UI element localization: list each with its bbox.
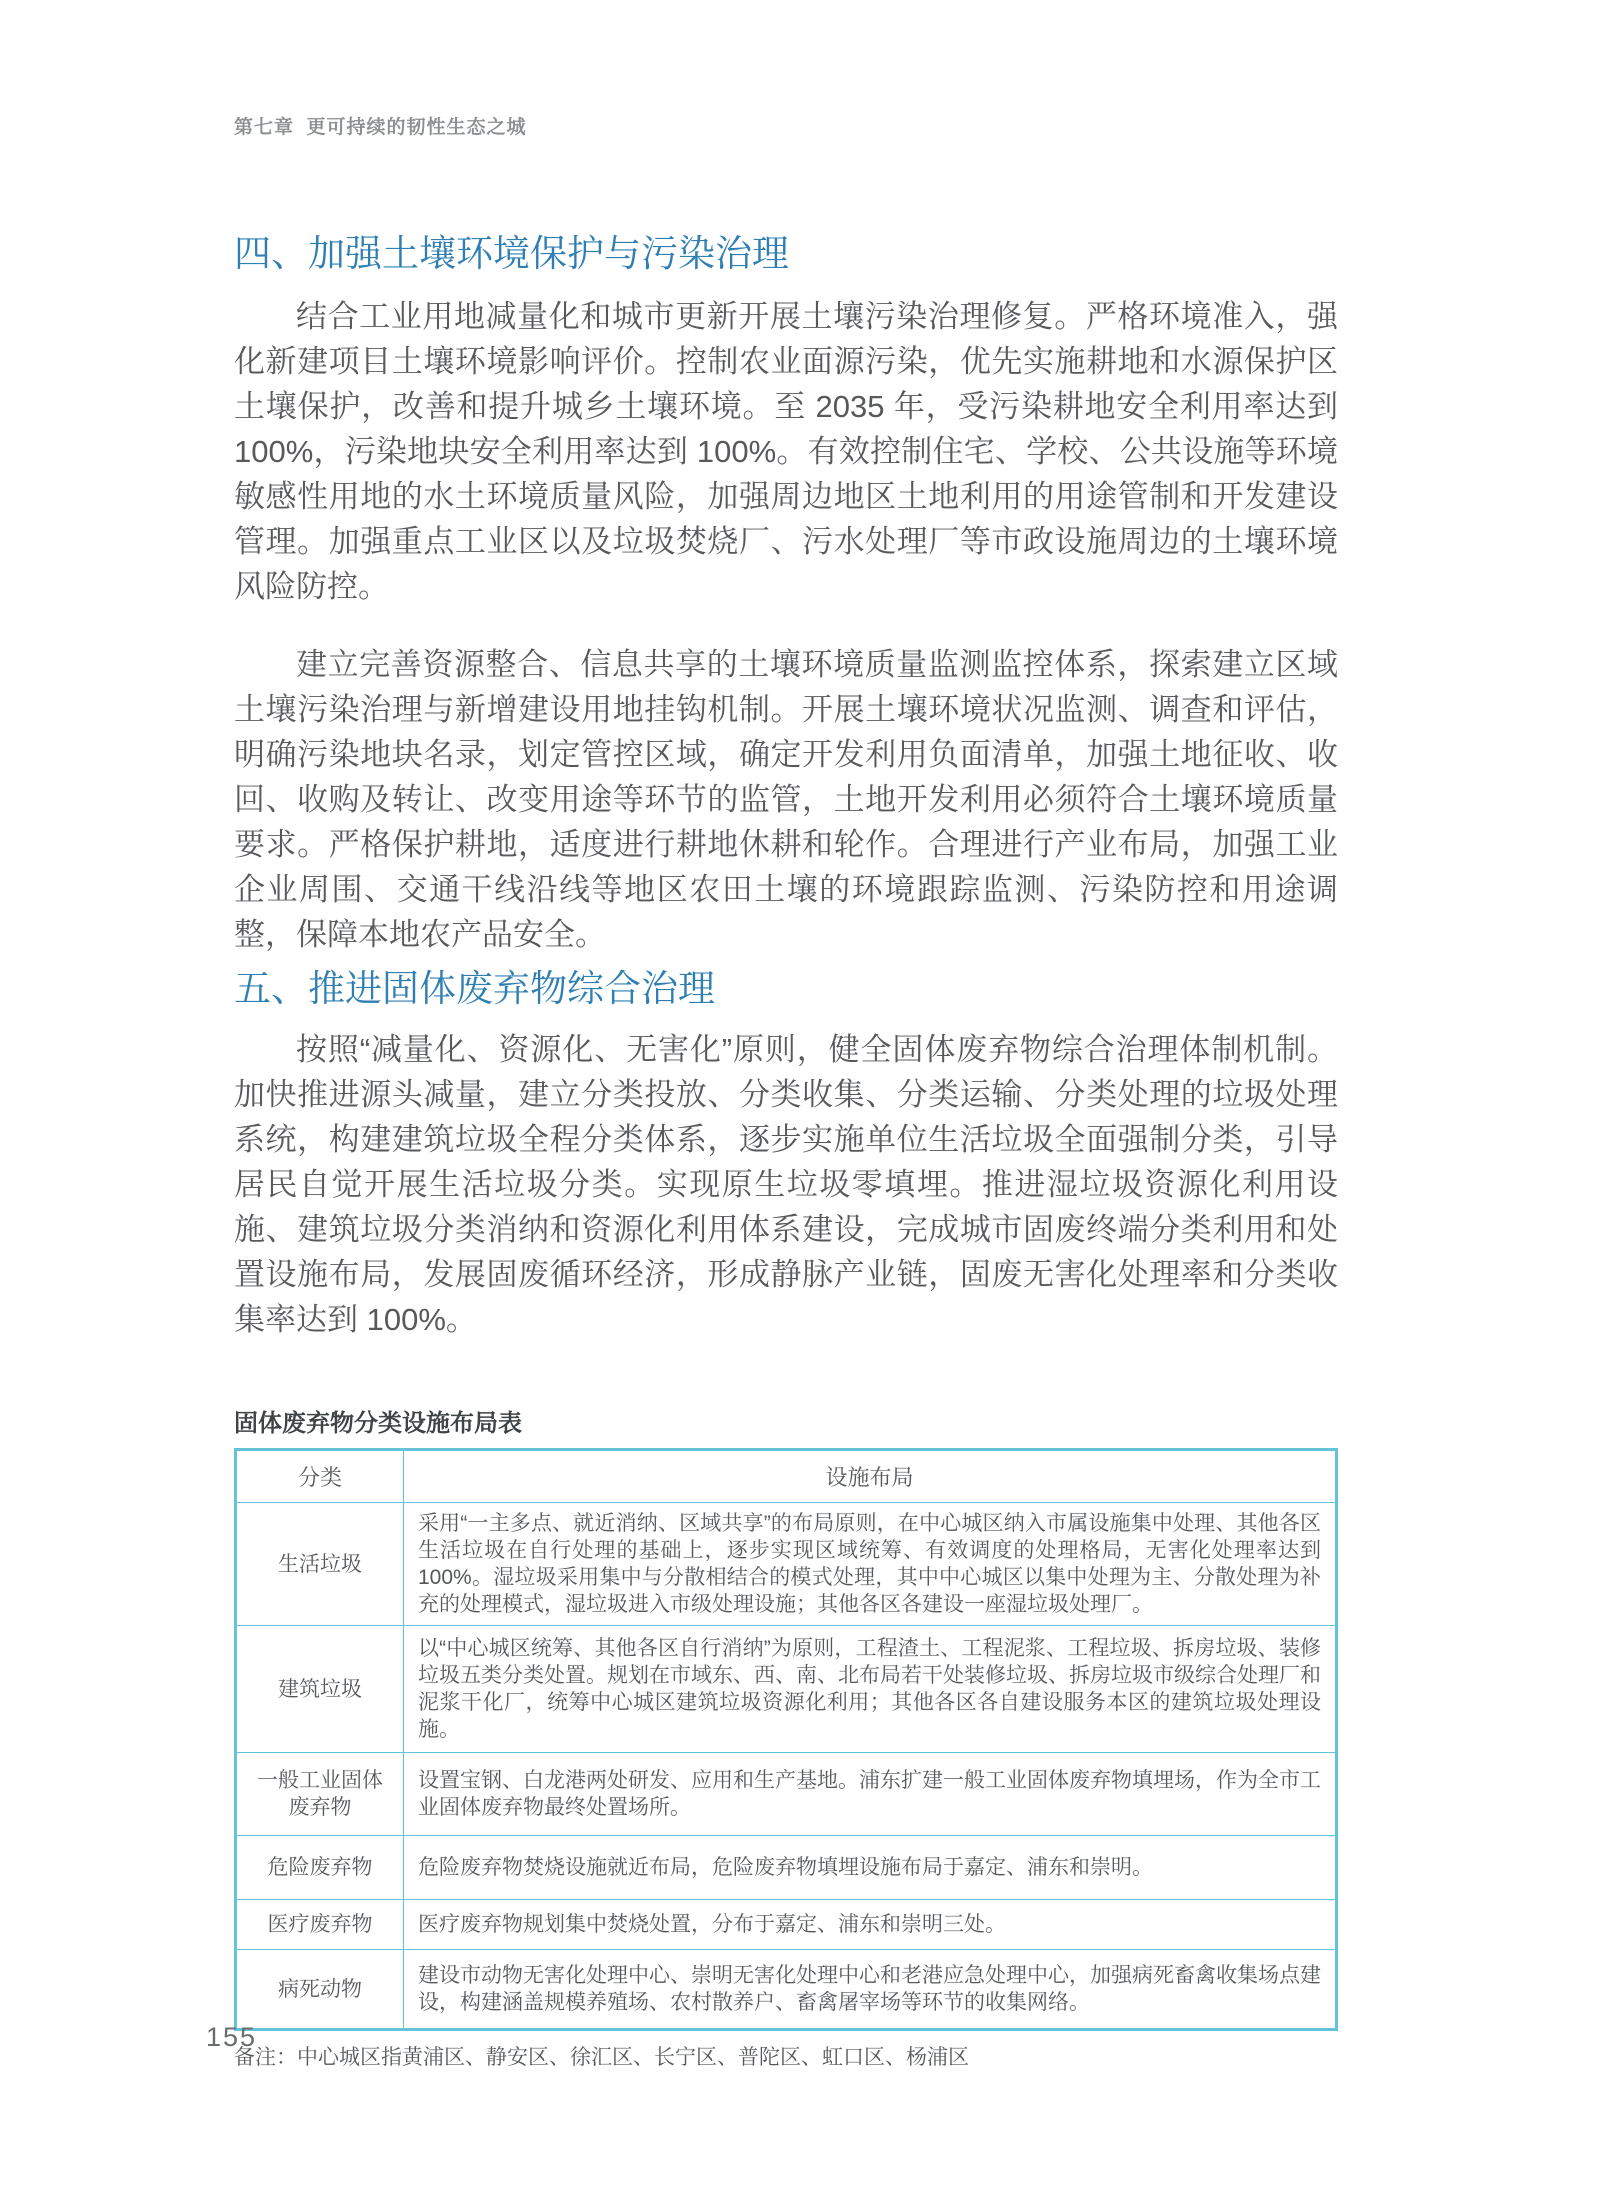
row-layout: 危险废弃物焚烧设施就近布局，危险废弃物填埋设施布局于嘉定、浦东和崇明。 [404,1836,1337,1900]
section-heading-4: 四、加强土壤环境保护与污染治理 [234,233,789,274]
table-row [236,1503,1337,1626]
page-content [234,232,1338,2071]
section-heading-5: 五、推进固体废弃物综合治理 [234,968,715,1009]
row-category: 生活垃圾 [236,1503,404,1626]
table-title: 固体废弃物分类设施布局表 [234,1410,522,1437]
row-category: 医疗废弃物 [236,1900,404,1950]
row-layout: 建设市动物无害化处理中心、崇明无害化处理中心和老港应急处理中心，加强病死畜禽收集场点建设，构建涵盖规模养殖场、农村散养户、畜禽屠宰场等环节的收集网络。 [404,1950,1337,2030]
table-header-row [236,1450,1337,1503]
row-category: 建筑垃圾 [236,1626,404,1753]
table-row [236,1836,1337,1900]
table-row [236,1950,1337,2030]
row-layout: 以“中心城区统筹、其他各区自行消纳”为原则，工程渣土、工程泥浆、工程垃圾、拆房垃圾、装修垃圾五类分类处置。规划在市域东、西、南、北布局若干处装修垃圾、拆房垃圾市级综合处理厂和泥浆干化厂，统筹中心城区建筑垃圾资源化利用；其他各区各自建设服务本区的建筑垃圾处理设施。 [404,1626,1337,1753]
row-layout: 医疗废弃物规划集中焚烧处置，分布于嘉定、浦东和崇明三处。 [404,1900,1337,1950]
paragraph-soil-2: 建立完善资源整合、信息共享的土壤环境质量监测监控体系，探索建立区域土壤污染治理与新增建设用地挂钩机制。开展土壤环境状况监测、调查和评估，明确污染地块名录，划定管控区域，确定开发利用负面清单，加强土地征收、收回、收购及转让、改变用途等环节的监管，土地开发利用必须符合土壤环境质量要求。严格保护耕地，适度进行耕地休耕和轮作。合理进行产业布局，加强工业企业周围、交通干线沿线等地区农田土壤的环境跟踪监测、污染防控和用途调整，保障本地农产品安全。 [234,647,1338,952]
row-layout: 采用“一主多点、就近消纳、区域共享”的布局原则，在中心城区纳入市属设施集中处理、其他各区生活垃圾在自行处理的基础上，逐步实现区域统筹、有效调度的处理格局，无害化处理率达到 100%。湿垃圾采用集中与分散相结合的模式处理，其中中心城区以集中处理为主、分散处理为补充的处理模式，湿垃圾进入市级处理设施；其他各区各建设一座湿垃圾处理厂。 [404,1503,1337,1626]
row-category: 病死动物 [236,1950,404,2030]
table-row [236,1900,1337,1950]
paragraph-solid-waste: 按照“减量化、资源化、无害化”原则，健全固体废弃物综合治理体制机制。加快推进源头减量，建立分类投放、分类收集、分类运输、分类处理的垃圾处理系统，构建建筑垃圾全程分类体系，逐步实施单位生活垃圾全面强制分类，引导居民自觉开展生活垃圾分类。实现原生垃圾零填埋。推进湿垃圾资源化利用设施、建筑垃圾分类消纳和资源化利用体系建设，完成城市固废终端分类利用和处置设施布局，发展固废循环经济，形成静脉产业链，固废无害化处理率和分类收集率达到 100%。 [234,1032,1338,1337]
page-number: 155 [206,2022,258,2052]
chapter-header: 第七章 更可持续的韧性生态之城 [234,117,527,138]
paragraph-soil-1: 结合工业用地减量化和城市更新开展土壤污染治理修复。严格环境准入，强化新建项目土壤环境影响评价。控制农业面源污染，优先实施耕地和水源保护区土壤保护，改善和提升城乡土壤环境。至 2035 年，受污染耕地安全利用率达到 100%，污染地块安全利用率达到 100%。有效控制住宅、学校、公共设施等环境敏感性用地的水土环境质量风险，加强周边地区土地利用的用途管制和开发建设管理。加强重点工业区以及垃圾焚烧厂、污水处理厂等市政设施周边的土壤环境风险防控。 [234,299,1338,604]
table-row [236,1626,1337,1753]
column-header-category: 分类 [236,1450,404,1503]
row-category: 一般工业固体废弃物 [236,1753,404,1836]
column-header-layout: 设施布局 [404,1450,1337,1503]
row-category: 危险废弃物 [236,1836,404,1900]
table-row [236,1753,1337,1836]
facility-layout-table [234,1448,1338,2031]
row-layout: 设置宝钢、白龙港两处研发、应用和生产基地。浦东扩建一般工业固体废弃物填埋场，作为全市工业固体废弃物最终处置场所。 [404,1753,1337,1836]
table-note: 备注：中心城区指黄浦区、静安区、徐汇区、长宁区、普陀区、虹口区、杨浦区 [234,2046,969,2069]
